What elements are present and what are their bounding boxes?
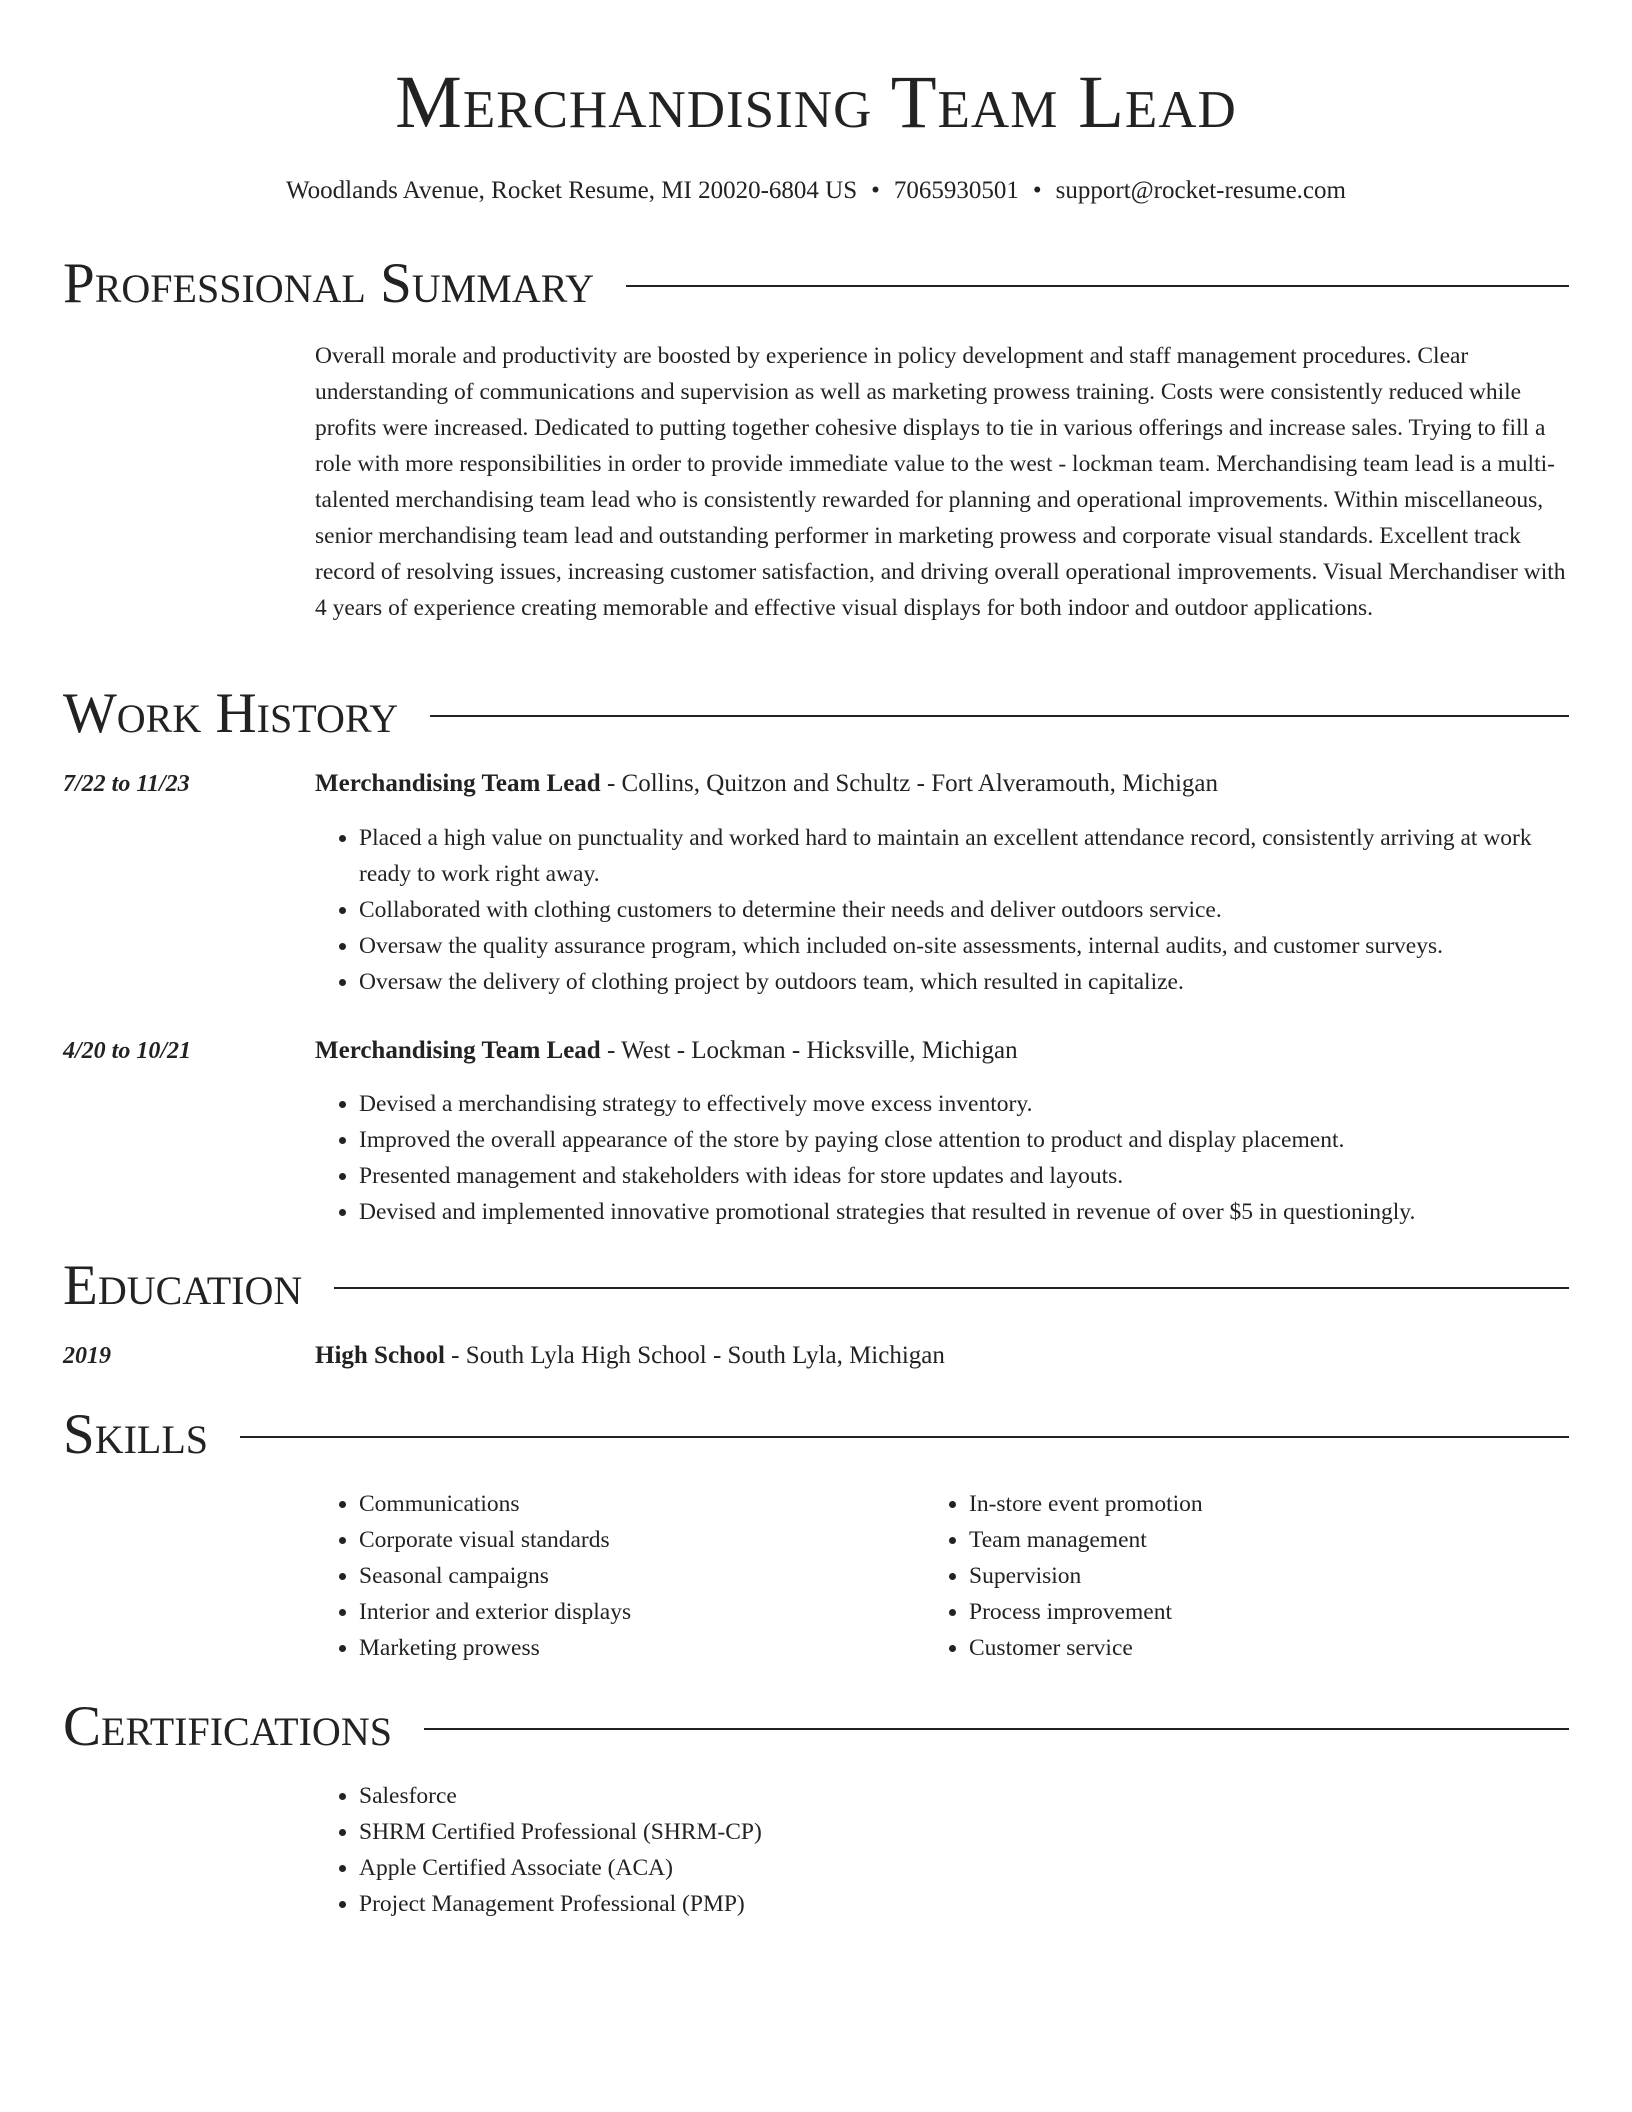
certification-item: • SHRM Certified Professional (SHRM-CP): [359, 1814, 1569, 1850]
school-details: - South Lyla High School - South Lyla, Michigan: [444, 1342, 945, 1369]
job-employer: - West - Lockman - Hicksville, Michigan: [600, 1037, 1018, 1064]
list-item: • Devised a merchandising strategy to effectively move excess inventory.: [359, 1086, 1569, 1122]
skill-item: • Process improvement: [969, 1594, 1529, 1630]
section-divider: [626, 285, 1569, 287]
job-title: Merchandising Team Lead: [315, 770, 601, 797]
section-skills: [63, 1403, 1569, 1467]
certifications-list: [315, 1778, 1569, 1922]
skills-list-left: [315, 1486, 919, 1666]
certification-item: • Salesforce: [359, 1778, 1569, 1814]
skill-item: • Marketing prowess: [359, 1630, 919, 1666]
list-item: • Presented management and stakeholders with ideas for store updates and layouts.: [359, 1158, 1569, 1194]
list-item: • Oversaw the delivery of clothing project by outdoors team, which resulted in capitalize.: [359, 964, 1569, 1000]
section-education: [63, 1254, 1569, 1318]
education-year: 2019: [63, 1343, 111, 1369]
separator-dot: •: [1032, 177, 1042, 204]
list-item: • Devised and implemented innovative promotional strategies that resulted in revenue of over $5 in questioningly.: [359, 1194, 1569, 1230]
phone[interactable]: 7065930501: [893, 177, 1019, 204]
section-divider: [240, 1436, 1569, 1438]
section-divider: [334, 1287, 1569, 1289]
list-item: • Oversaw the quality assurance program, which included on-site assessments, internal audits, and customer surveys.: [359, 928, 1569, 964]
certification-item: • Project Management Professional (PMP): [359, 1886, 1569, 1922]
skill-item: • In-store event promotion: [969, 1486, 1529, 1522]
list-item: • Collaborated with clothing customers to determine their needs and deliver outdoors service.: [359, 892, 1569, 928]
job-title: Merchandising Team Lead: [315, 1037, 601, 1064]
job-dates: 7/22 to 11/23: [63, 771, 190, 797]
summary-text: Overall morale and productivity are boosted by experience in policy development and staff management procedures. Clear understanding of communications and supervision as well as marketing prowess training. Costs were consistently reduced while profits were increased. Dedicated to putting together cohesive displays to tie in various offerings and increase sales. Trying to fill a role with more responsibilities in order to provide immediate value to the west - lockman team. Merchandising team lead is a multi-talented merchandising team lead who is consistently rewarded for planning and operational improvements. Within miscellaneous, senior merchandising team lead and outstanding performer in marketing prowess and corporate visual standards. Excellent track record of resolving issues, increasing customer satisfaction, and driving overall operational improvements. Visual Merchandiser with 4 years of experience creating memorable and effective visual displays for both indoor and outdoor applications.: [315, 343, 1566, 621]
skill-item: • Communications: [359, 1486, 919, 1522]
skill-item: • Supervision: [969, 1558, 1529, 1594]
address: Woodlands Avenue, Rocket Resume, MI 20020-6804 US: [286, 177, 858, 204]
section-heading: Skills: [63, 1403, 209, 1466]
section-heading: Professional Summary: [63, 252, 595, 315]
job-heading: [315, 1034, 1569, 1068]
job-dates: 4/20 to 10/21: [63, 1038, 192, 1064]
degree: High School: [315, 1342, 445, 1369]
section-certifications: [63, 1695, 1569, 1759]
candidate-name: Merchandising Team Lead: [395, 61, 1237, 144]
skill-item: • Interior and exterior displays: [359, 1594, 919, 1630]
skills-list-right: [925, 1486, 1529, 1666]
section-work-history: [63, 682, 1569, 746]
skill-item: • Team management: [969, 1522, 1529, 1558]
list-item: • Improved the overall appearance of the store by paying close attention to product and display placement.: [359, 1122, 1569, 1158]
job-bullets: [315, 820, 1569, 1000]
section-divider: [424, 1728, 1569, 1730]
job-heading: [315, 767, 1569, 801]
list-item: • Placed a high value on punctuality and worked hard to maintain an excellent attendance record, consistently arriving at work ready to work right away.: [359, 820, 1569, 892]
certification-item: • Apple Certified Associate (ACA): [359, 1850, 1569, 1886]
section-divider: [430, 715, 1569, 717]
skill-item: • Customer service: [969, 1630, 1529, 1666]
contact-line: [0, 174, 1632, 208]
email[interactable]: support@rocket-resume.com: [1055, 177, 1346, 204]
skill-item: • Seasonal campaigns: [359, 1558, 919, 1594]
section-heading: Certifications: [63, 1695, 392, 1758]
section-heading: Education: [63, 1254, 303, 1317]
education-entry: [315, 1339, 1569, 1373]
section-professional-summary: [63, 252, 1569, 316]
separator-dot: •: [871, 177, 880, 204]
job-employer: - Collins, Quitzon and Schultz - Fort Alveramouth, Michigan: [600, 770, 1218, 797]
skill-item: • Corporate visual standards: [359, 1522, 919, 1558]
section-heading: Work History: [63, 682, 399, 745]
job-bullets: [315, 1086, 1569, 1230]
